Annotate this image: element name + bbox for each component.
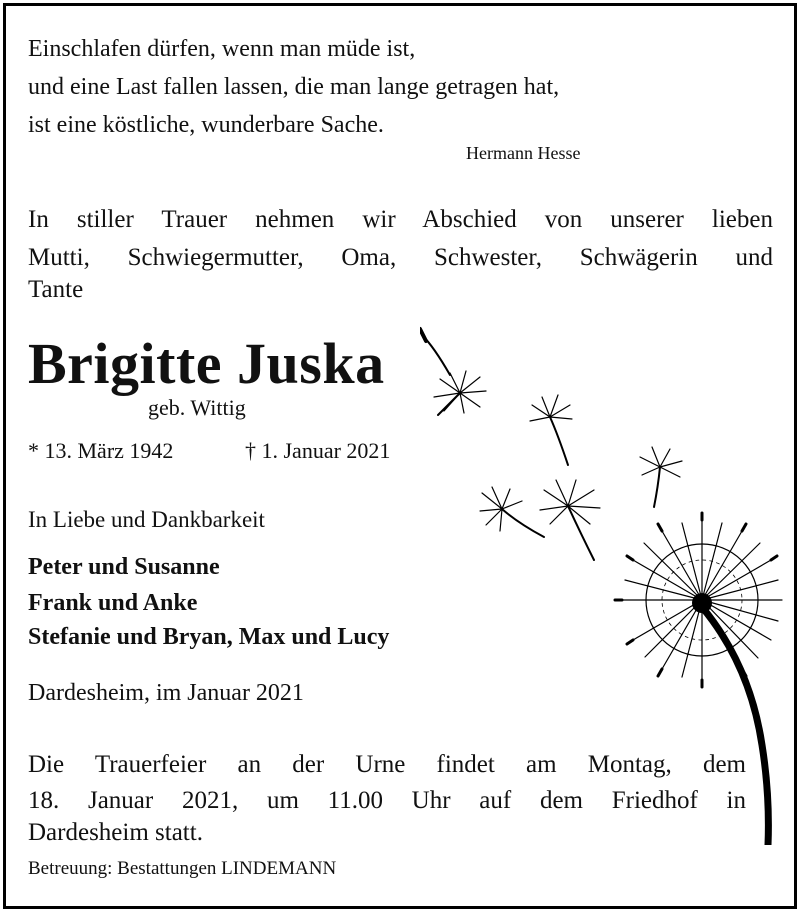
intro-line-2: Mutti, Schwiegermutter, Oma, Schwester, Schwägerin und [28,244,773,271]
deceased-name: Brigitte Juska [28,331,385,396]
place-date: Dardesheim, im Januar 2021 [28,680,304,706]
mourner-name: Stefanie und Bryan, Max und Lucy [28,624,390,650]
mourners-heading: In Liebe und Dankbarkeit [28,507,265,532]
seed-icon [540,480,600,560]
mourner-name: Frank und Anke [28,590,198,616]
seed-icon [640,447,682,507]
seed-icon [480,487,544,537]
death-date: † 1. Januar 2021 [245,438,391,463]
intro-line-1: In stiller Trauer nehmen wir Abschied von unserer lieben [28,206,773,233]
service-line-3: Dardesheim statt. [28,819,203,846]
seed-icon [530,395,572,465]
dandelion-stem [702,607,768,845]
birth-date: * 13. März 1942 [28,438,174,463]
seed-icon [420,329,486,415]
dandelion-icon [420,325,790,845]
service-line-2: 18. Januar 2021, um 11.00 Uhr auf dem Friedhof in [28,787,746,814]
quote-line-1: Einschlafen dürfen, wenn man müde ist, [28,36,416,62]
quote-line-3: ist eine köstliche, wunderbare Sache. [28,112,384,138]
intro-line-3: Tante [28,276,84,303]
mourner-name: Peter und Susanne [28,554,220,580]
service-line-1: Die Trauerfeier an der Urne findet am Montag, dem [28,751,746,778]
quote-author: Hermann Hesse [466,143,581,163]
quote-line-2: und eine Last fallen lassen, die man lange getragen hat, [28,74,560,100]
funeral-home-credit: Betreuung: Bestattungen LINDEMANN [28,858,337,879]
maiden-name: geb. Wittig [148,395,246,420]
